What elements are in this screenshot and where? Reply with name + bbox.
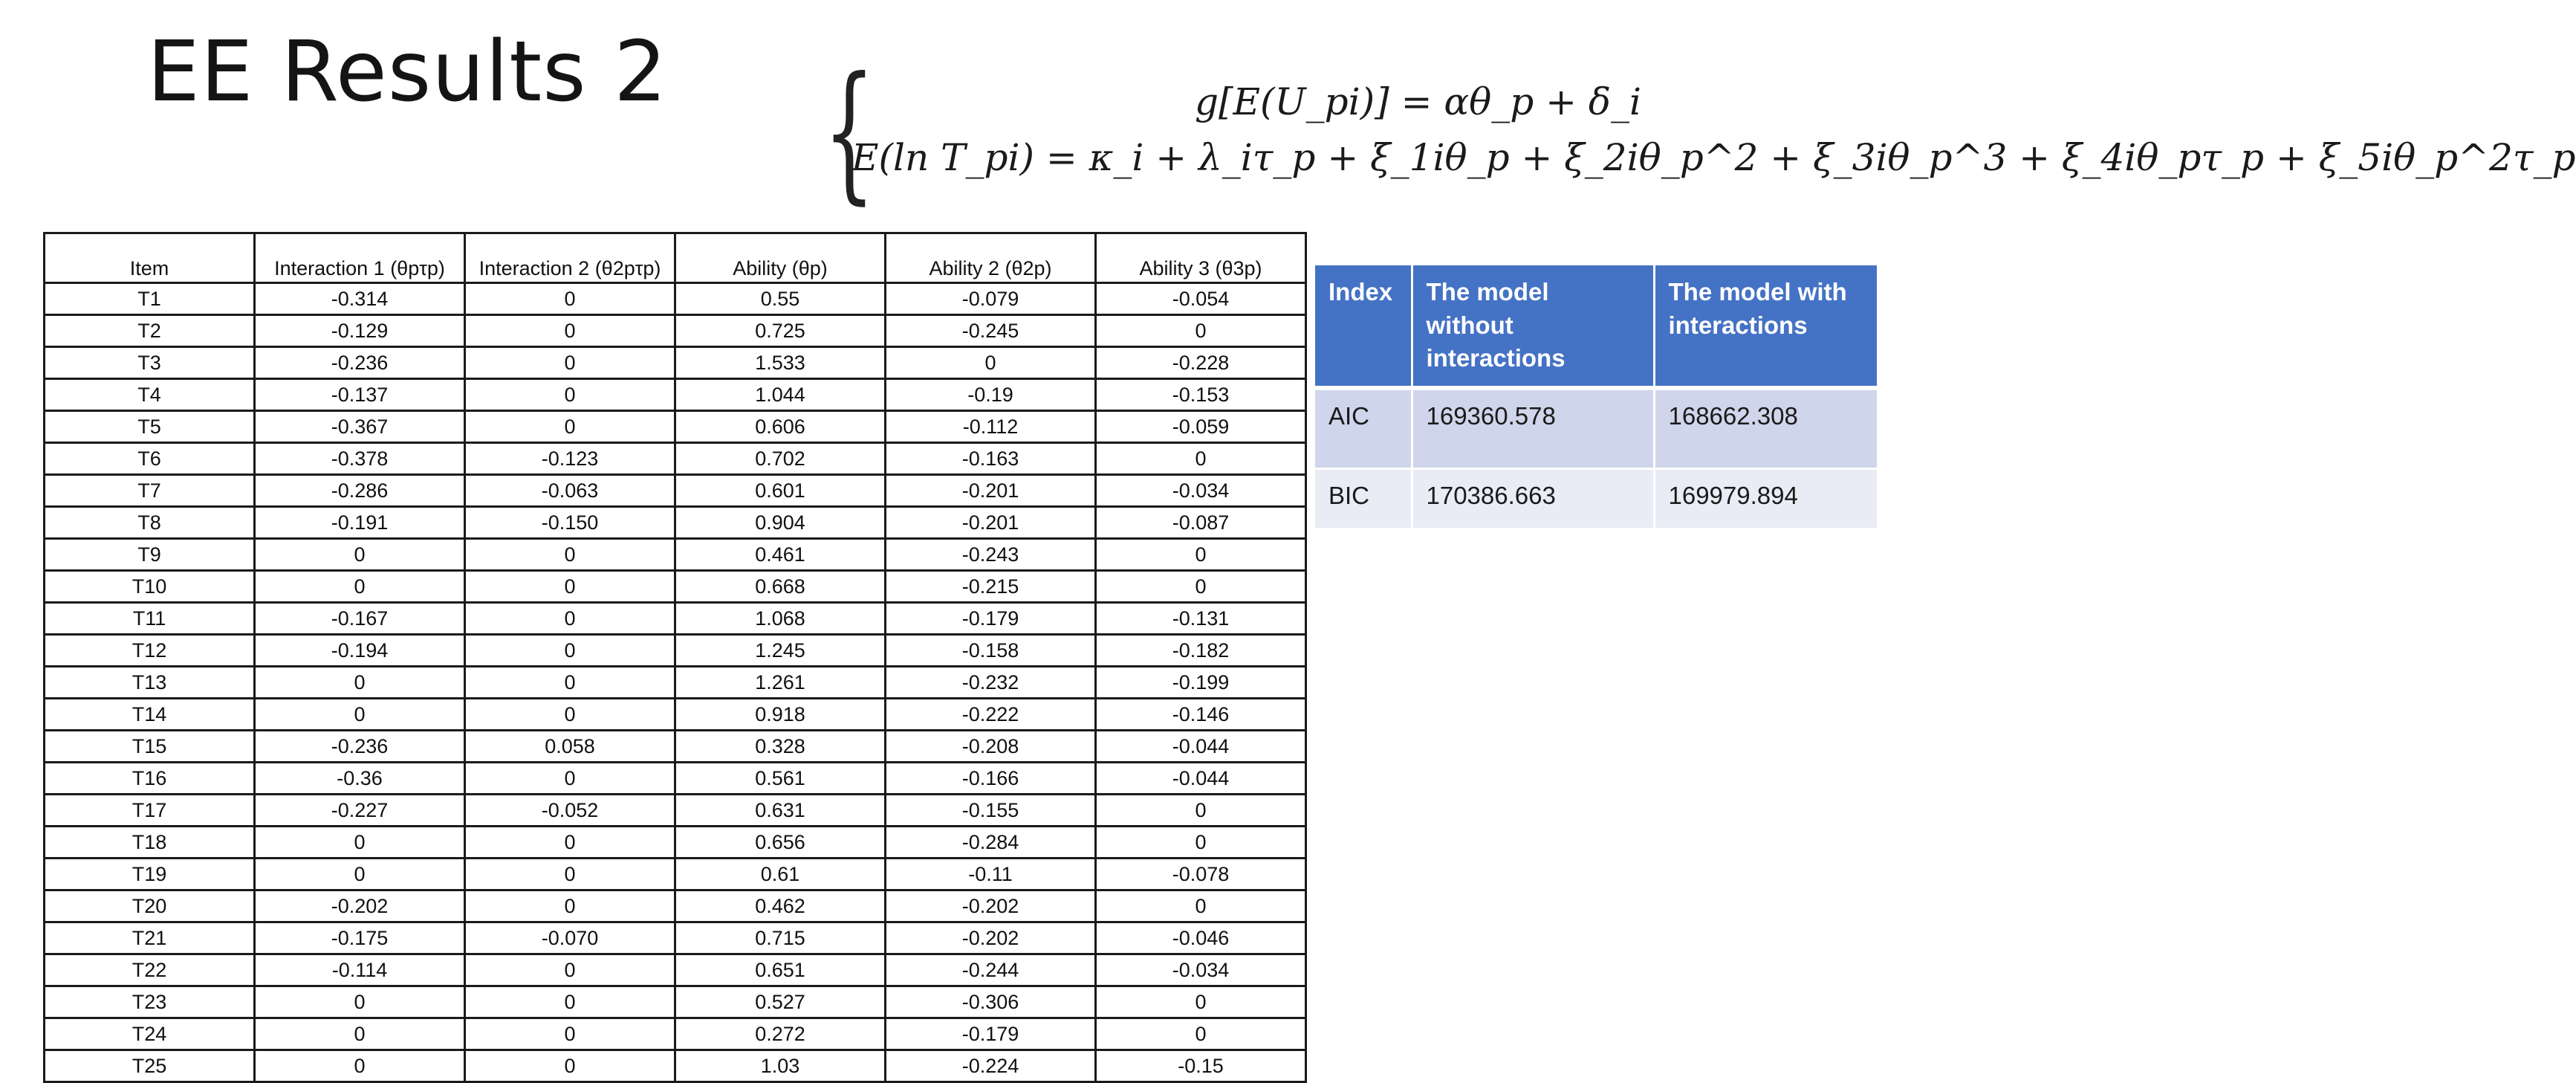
cell-interaction-1: 0	[255, 539, 465, 571]
cell-item: T24	[45, 1018, 255, 1050]
cell-interaction-2: -0.123	[465, 443, 675, 475]
cell-ability-3: 0	[1096, 539, 1306, 571]
cell-ability-3: -0.228	[1096, 347, 1306, 379]
cell-interaction-1: -0.286	[255, 475, 465, 507]
cell-ability-3: -0.034	[1096, 475, 1306, 507]
cell-interaction-2: 0	[465, 763, 675, 795]
table-row	[45, 411, 1306, 443]
cell-interaction-2: 0	[465, 539, 675, 571]
cell-ability-3: 0	[1096, 890, 1306, 922]
cell-ability: 0.272	[675, 1018, 886, 1050]
header-model-without-interactions: The model without interactions	[1412, 265, 1654, 388]
cell-item: T5	[45, 411, 255, 443]
cell-ability-2: -0.232	[886, 667, 1096, 699]
cell-interaction-1: -0.175	[255, 922, 465, 954]
cell-interaction-2: 0	[465, 315, 675, 347]
table-row	[45, 1050, 1306, 1082]
cell-interaction-1: -0.36	[255, 763, 465, 795]
cell-ability-3: -0.153	[1096, 379, 1306, 411]
cell-ability: 0.61	[675, 859, 886, 890]
fit-row-bic	[1315, 468, 1877, 528]
cell-ability-2: -0.166	[886, 763, 1096, 795]
cell-interaction-2: -0.070	[465, 922, 675, 954]
cell-ability: 0.328	[675, 731, 886, 763]
cell-ability-3: -0.046	[1096, 922, 1306, 954]
cell-item: T16	[45, 763, 255, 795]
cell-ability-3: -0.087	[1096, 507, 1306, 539]
cell-item: T8	[45, 507, 255, 539]
header-interaction-2: Interaction 2 (θ2pτp)	[465, 233, 675, 283]
cell-item: T7	[45, 475, 255, 507]
cell-ability: 0.656	[675, 827, 886, 859]
cell-ability: 0.651	[675, 954, 886, 986]
cell-ability-2: -0.11	[886, 859, 1096, 890]
formula-line-2: E(ln T_pi) = κ_i + λ_iτ_p + ξ_1iθ_p + ξ_2iθ_p^2 + ξ_3iθ_p^3 + ξ_4iθ_pτ_p + ξ_5iθ_p^2τ_p	[851, 136, 2576, 179]
cell-interaction-2: -0.063	[465, 475, 675, 507]
cell-interaction-2: 0	[465, 890, 675, 922]
cell-item: T2	[45, 315, 255, 347]
table-row	[45, 954, 1306, 986]
cell-ability-3: -0.146	[1096, 699, 1306, 731]
table-row	[45, 379, 1306, 411]
cell-interaction-2: 0	[465, 699, 675, 731]
cell-ability: 0.715	[675, 922, 886, 954]
cell-interaction-1: 0	[255, 571, 465, 603]
cell-ability: 1.245	[675, 635, 886, 667]
table-row	[45, 795, 1306, 827]
cell-ability: 1.03	[675, 1050, 886, 1082]
header-ability-2: Ability 2 (θ2p)	[886, 233, 1096, 283]
cell-index: BIC	[1315, 468, 1412, 528]
table-row	[45, 443, 1306, 475]
cell-ability: 0.668	[675, 571, 886, 603]
formula-line-1: g[E(U_pi)] = αθ_p + δ_i	[1195, 80, 1642, 123]
cell-item: T15	[45, 731, 255, 763]
table-row	[45, 859, 1306, 890]
cell-ability-2: -0.202	[886, 890, 1096, 922]
cell-item: T25	[45, 1050, 255, 1082]
table-row	[45, 699, 1306, 731]
cell-interaction-1: -0.137	[255, 379, 465, 411]
cell-ability: 1.068	[675, 603, 886, 635]
table-row	[45, 571, 1306, 603]
header-item: Item	[45, 233, 255, 283]
cell-interaction-2: 0	[465, 667, 675, 699]
table-row	[45, 507, 1306, 539]
cell-interaction-2: 0	[465, 954, 675, 986]
cell-ability-2: -0.163	[886, 443, 1096, 475]
table-row	[45, 315, 1306, 347]
cell-item: T18	[45, 827, 255, 859]
cell-interaction-2: -0.150	[465, 507, 675, 539]
cell-interaction-1: -0.129	[255, 315, 465, 347]
cell-ability: 1.261	[675, 667, 886, 699]
cell-ability-3: -0.034	[1096, 954, 1306, 986]
cell-ability: 1.533	[675, 347, 886, 379]
cell-interaction-2: 0	[465, 603, 675, 635]
cell-ability: 0.631	[675, 795, 886, 827]
cell-ability-2: -0.306	[886, 986, 1096, 1018]
cell-with-interactions: 169979.894	[1654, 468, 1877, 528]
header-index: Index	[1315, 265, 1412, 388]
cell-interaction-2: 0	[465, 347, 675, 379]
cell-interaction-2: 0	[465, 411, 675, 443]
cell-interaction-1: -0.194	[255, 635, 465, 667]
cell-ability-3: 0	[1096, 986, 1306, 1018]
cell-item: T13	[45, 667, 255, 699]
table-row	[45, 986, 1306, 1018]
header-ability-3: Ability 3 (θ3p)	[1096, 233, 1306, 283]
cell-ability: 0.702	[675, 443, 886, 475]
model-fit-table	[1315, 265, 1877, 530]
cell-without-interactions: 170386.663	[1412, 468, 1654, 528]
left-brace: {	[823, 45, 875, 219]
fit-row-aic	[1315, 388, 1877, 469]
results-body	[45, 283, 1306, 1082]
cell-ability-2: -0.201	[886, 507, 1096, 539]
table-row	[45, 763, 1306, 795]
cell-item: T4	[45, 379, 255, 411]
cell-interaction-1: 0	[255, 986, 465, 1018]
cell-interaction-2: 0	[465, 827, 675, 859]
cell-interaction-1: -0.191	[255, 507, 465, 539]
cell-item: T17	[45, 795, 255, 827]
cell-ability-2: -0.222	[886, 699, 1096, 731]
table-row	[45, 475, 1306, 507]
cell-ability-2: -0.079	[886, 283, 1096, 315]
cell-ability-2: -0.202	[886, 922, 1096, 954]
cell-interaction-2: 0	[465, 283, 675, 315]
cell-ability-3: -0.182	[1096, 635, 1306, 667]
cell-ability-2: -0.155	[886, 795, 1096, 827]
cell-ability-3: 0	[1096, 795, 1306, 827]
cell-interaction-1: -0.114	[255, 954, 465, 986]
cell-index: AIC	[1315, 388, 1412, 469]
cell-ability: 0.461	[675, 539, 886, 571]
cell-ability: 0.904	[675, 507, 886, 539]
cell-ability-3: -0.078	[1096, 859, 1306, 890]
cell-ability-3: -0.054	[1096, 283, 1306, 315]
table-row	[45, 539, 1306, 571]
cell-ability-2: -0.112	[886, 411, 1096, 443]
cell-interaction-1: 0	[255, 827, 465, 859]
model-formula	[823, 45, 2576, 219]
table-row	[45, 827, 1306, 859]
cell-interaction-2: 0	[465, 379, 675, 411]
cell-interaction-1: -0.367	[255, 411, 465, 443]
cell-item: T19	[45, 859, 255, 890]
cell-interaction-2: 0	[465, 635, 675, 667]
cell-interaction-1: 0	[255, 667, 465, 699]
cell-ability: 0.918	[675, 699, 886, 731]
results-header-row	[45, 233, 1306, 283]
cell-interaction-1: -0.236	[255, 347, 465, 379]
table-row	[45, 890, 1306, 922]
cell-interaction-2: 0	[465, 859, 675, 890]
cell-item: T6	[45, 443, 255, 475]
cell-item: T3	[45, 347, 255, 379]
cell-interaction-2: 0	[465, 1050, 675, 1082]
table-row	[45, 347, 1306, 379]
cell-item: T21	[45, 922, 255, 954]
cell-ability-2: -0.244	[886, 954, 1096, 986]
table-row	[45, 922, 1306, 954]
cell-ability-2: 0	[886, 347, 1096, 379]
header-model-with-interactions: The model with interactions	[1654, 265, 1877, 388]
cell-ability-2: -0.179	[886, 1018, 1096, 1050]
cell-ability-3: -0.059	[1096, 411, 1306, 443]
cell-interaction-1: 0	[255, 1018, 465, 1050]
cell-ability-3: -0.199	[1096, 667, 1306, 699]
cell-ability-3: 0	[1096, 443, 1306, 475]
cell-ability-2: -0.179	[886, 603, 1096, 635]
cell-ability-3: 0	[1096, 315, 1306, 347]
cell-ability-3: 0	[1096, 571, 1306, 603]
cell-item: T22	[45, 954, 255, 986]
cell-ability-3: -0.15	[1096, 1050, 1306, 1082]
cell-ability-2: -0.215	[886, 571, 1096, 603]
cell-item: T1	[45, 283, 255, 315]
cell-item: T11	[45, 603, 255, 635]
cell-interaction-1: 0	[255, 1050, 465, 1082]
cell-ability: 0.462	[675, 890, 886, 922]
cell-item: T23	[45, 986, 255, 1018]
table-row	[45, 667, 1306, 699]
cell-item: T9	[45, 539, 255, 571]
cell-ability-3: -0.044	[1096, 731, 1306, 763]
cell-without-interactions: 169360.578	[1412, 388, 1654, 469]
cell-ability-2: -0.284	[886, 827, 1096, 859]
cell-ability-3: 0	[1096, 827, 1306, 859]
cell-ability: 0.606	[675, 411, 886, 443]
table-row	[45, 603, 1306, 635]
header-ability: Ability (θp)	[675, 233, 886, 283]
cell-ability: 0.55	[675, 283, 886, 315]
cell-item: T20	[45, 890, 255, 922]
cell-with-interactions: 168662.308	[1654, 388, 1877, 469]
cell-interaction-2: 0	[465, 571, 675, 603]
table-row	[45, 635, 1306, 667]
cell-ability-2: -0.245	[886, 315, 1096, 347]
cell-ability: 0.527	[675, 986, 886, 1018]
cell-ability-2: -0.201	[886, 475, 1096, 507]
cell-ability: 1.044	[675, 379, 886, 411]
table-row	[45, 283, 1306, 315]
cell-ability-2: -0.224	[886, 1050, 1096, 1082]
cell-interaction-2: 0	[465, 1018, 675, 1050]
cell-interaction-1: -0.227	[255, 795, 465, 827]
cell-interaction-1: -0.167	[255, 603, 465, 635]
cell-interaction-1: -0.378	[255, 443, 465, 475]
cell-item: T10	[45, 571, 255, 603]
cell-ability-3: -0.044	[1096, 763, 1306, 795]
cell-item: T14	[45, 699, 255, 731]
cell-ability: 0.601	[675, 475, 886, 507]
cell-ability-2: -0.158	[886, 635, 1096, 667]
cell-item: T12	[45, 635, 255, 667]
cell-ability-3: 0	[1096, 1018, 1306, 1050]
cell-ability-3: -0.131	[1096, 603, 1306, 635]
cell-interaction-1: -0.236	[255, 731, 465, 763]
cell-ability: 0.561	[675, 763, 886, 795]
cell-interaction-2: 0.058	[465, 731, 675, 763]
cell-ability-2: -0.243	[886, 539, 1096, 571]
cell-ability: 0.725	[675, 315, 886, 347]
cell-interaction-1: -0.202	[255, 890, 465, 922]
results-table	[43, 232, 1307, 1083]
cell-ability-2: -0.208	[886, 731, 1096, 763]
cell-ability-2: -0.19	[886, 379, 1096, 411]
cell-interaction-2: -0.052	[465, 795, 675, 827]
cell-interaction-1: -0.314	[255, 283, 465, 315]
cell-interaction-2: 0	[465, 986, 675, 1018]
fit-header-row	[1315, 265, 1877, 388]
cell-interaction-1: 0	[255, 699, 465, 731]
cell-interaction-1: 0	[255, 859, 465, 890]
slide-title: EE Results 2	[147, 24, 668, 120]
table-row	[45, 1018, 1306, 1050]
header-interaction-1: Interaction 1 (θpτp)	[255, 233, 465, 283]
table-row	[45, 731, 1306, 763]
